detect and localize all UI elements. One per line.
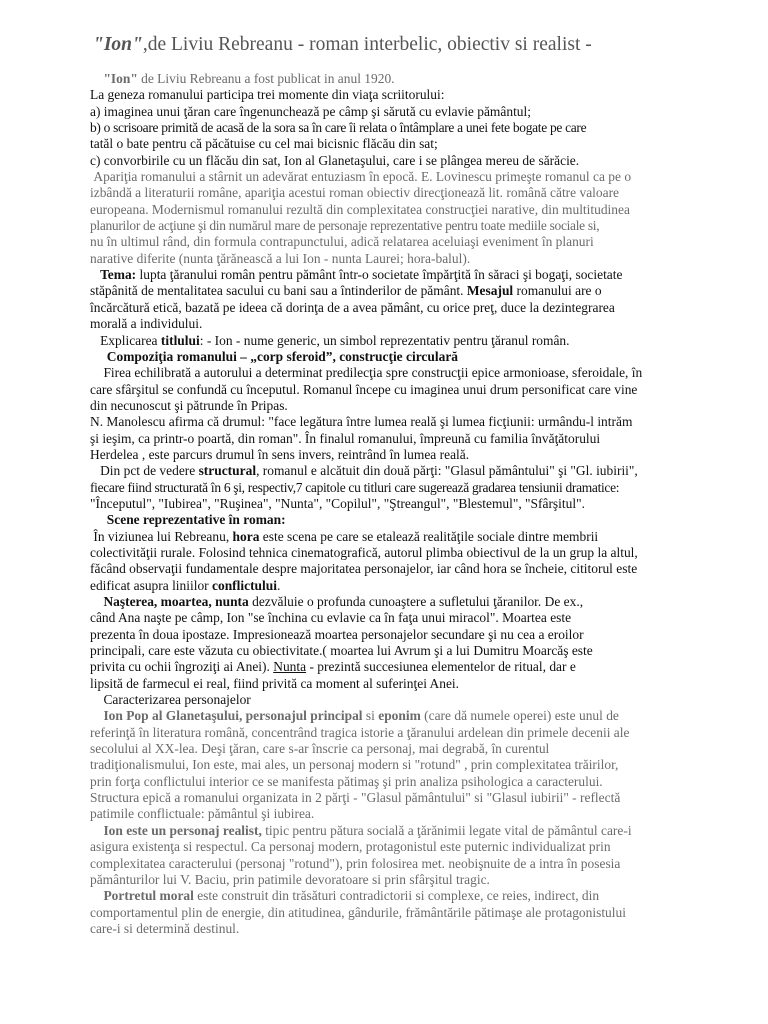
text-line (90, 561, 750, 577)
text-run: colectivităţii rurale. Folosind tehnica cinematografică, autorul plimba obiectivul de la un grup la altul, (90, 544, 638, 560)
text-line (90, 774, 750, 790)
text-line (90, 823, 750, 839)
title-book-name: "Ion" (93, 34, 143, 55)
text-line (90, 87, 750, 103)
text-line (90, 300, 750, 316)
text-run: fiecare fiind structurată în 6 şi, respectiv,7 capitole cu titluri care sugerează gradarea tensiunii dramatice: (90, 479, 620, 495)
text-line (90, 578, 750, 594)
text-line (90, 790, 750, 806)
text-run: morală a individului. (90, 316, 203, 332)
bold-term: eponim (378, 708, 421, 724)
text-run: este scena pe care se etalează realităţile sociale dintre membrii (259, 528, 599, 544)
text-line (90, 659, 750, 675)
text-line (90, 872, 750, 888)
text-run (90, 349, 107, 364)
text-run: b) o scrisoare primită de acasă de la sora sa în care îi relata o întâmplare a unei fete bogate pe care (90, 120, 587, 136)
underlined-term: Nunta (273, 659, 307, 675)
text-line (90, 643, 750, 659)
text-line (90, 610, 750, 626)
text-run (90, 594, 103, 609)
text-line (90, 447, 750, 463)
text-line (90, 251, 750, 267)
text-run: pământurilor lui V. Baciu, prin patimile devoratoare si prin sfârşitul tragic. (90, 871, 490, 887)
bold-term: hora (232, 528, 260, 544)
text-run: La geneza romanului participa trei momente din viaţa scriitorului: (90, 87, 445, 103)
text-run: Din pct de vedere (90, 463, 199, 479)
text-line (90, 218, 750, 234)
text-run: de Liviu Rebreanu a fost publicat in anul 1920. (137, 71, 395, 86)
text-line (90, 153, 750, 169)
text-line (90, 921, 750, 937)
text-run: principali, care este văzuta cu obiectivitate.( moartea lui Avrum şi a lui Dumitru Moarcăş este (90, 643, 593, 659)
text-run (90, 512, 107, 527)
text-run: europeana. Modernismul romanului rezultă din complexitatea construcţiei narative, din multitudinea (90, 201, 630, 217)
text-run: dezvăluie o profunda cunoaştere a sufletului ţăranilor. De ex., (248, 594, 584, 609)
text-run: prezenta în doua ipostaze. Impresionează moartea personajelor secundare şi nu cea a eroilor (90, 626, 584, 642)
text-line (90, 512, 750, 528)
text-line (90, 202, 750, 218)
text-run: si (362, 708, 379, 724)
text-line (90, 806, 750, 822)
text-line (90, 594, 750, 610)
bold-term: "Ion" (103, 71, 138, 86)
text-run: este construit din trăsături contradictorii si complexe, ce reies, indirect, din (193, 888, 600, 904)
text-run: "Începutul", "Iubirea", "Ruşinea", "Nunta", "Copilul", "Ştreangul", "Blestemul", "Sfârşitul". (90, 495, 585, 511)
bold-term: Tema: (100, 267, 137, 283)
text-run: Explicarea (90, 332, 161, 348)
text-run: stăpânită de mentalitatea sacului cu bani sau a întinderilor de pământ. (90, 283, 467, 299)
text-run: (care dă numele operei) este unul de (420, 708, 619, 724)
text-run: referinţă în literatura română, concentrând tragica istorie a ţăranului ardelean din primele decenii ale (90, 724, 630, 740)
text-line (90, 333, 750, 349)
text-line (90, 725, 750, 741)
text-run: Firea echilibrată a autorului a determinat predilecţia spre construcţii epice armonioase, sferoidale, în (90, 365, 643, 381)
text-run: edificat asupra liniilor (90, 577, 213, 593)
text-run: lupta ţăranului român pentru pământ într-o societate împărţită în săraci şi bogaţi, societate (136, 267, 623, 283)
text-run: . (276, 577, 281, 593)
title-author: ,de Liviu Rebreanu (142, 34, 293, 55)
text-run: încărcătură etică, bazată pe ideea că dorinţa de a avea pământ, cu orice preţ, duce la dezintegrarea (90, 299, 615, 315)
text-line (90, 382, 750, 398)
text-run: : - Ion - nume generic, un simbol reprezentativ pentru ţăranul român. (199, 332, 570, 348)
text-line (90, 185, 750, 201)
text-line (90, 676, 750, 692)
text-line (90, 708, 750, 724)
bold-term: Ion este un personaj realist, (103, 822, 262, 838)
text-run: tatăl o bate pentru că păcătuise cu cel mai bicisnic flăcău din sat; (90, 136, 438, 152)
text-run (90, 71, 103, 86)
text-run: din necunoscut şi pătrunde în Pripas. (90, 397, 288, 413)
text-line (90, 496, 750, 512)
text-line (90, 398, 750, 414)
text-line (90, 120, 750, 136)
text-run: tipic pentru pătura socială a ţărănimii legate vital de pământul care-i (261, 822, 632, 838)
text-run: complexitatea caracterului (personaj "rotund"), prin folosirea met. neobişnuite de a intra în posesia (90, 855, 621, 871)
text-line (90, 627, 750, 643)
text-line (90, 136, 750, 152)
bold-term: conflictului (212, 577, 277, 593)
text-run: izbândă a literaturii române, apariţia acestui roman obiectiv direcţionează lit. română către valoare (90, 185, 620, 201)
text-line (90, 234, 750, 250)
text-run: făcând observaţii fundamentale despre majoritatea personajelor, iar când hora se încheie, cititorul este (90, 561, 638, 577)
text-run: care-i si determină destinul. (90, 920, 240, 936)
text-line (90, 104, 750, 120)
text-line (90, 839, 750, 855)
text-run (90, 708, 103, 723)
text-line (90, 905, 750, 921)
text-line (90, 692, 750, 708)
bold-term: titlului (160, 332, 200, 348)
bold-term: Compoziţia romanului – „corp sferoid”, construcţie circulară (106, 348, 459, 364)
text-run: Apariţia romanului a stârnit un adevărat entuziasm în epocă. E. Lovinescu primeşte romanul ca pe o (90, 169, 632, 185)
text-line (90, 888, 750, 904)
text-run: c) convorbirile cu un flăcău din sat, Ion al Glanetaşului, care i se plângea mereu de sărăcie. (90, 152, 580, 168)
text-line (90, 545, 750, 561)
text-run (90, 267, 100, 282)
text-run: narative diferite (nunta ţărănească a lui Ion - nunta Laurei; hora-balul). (90, 250, 471, 266)
text-run: , romanul e alcătuit din două părţi: "Glasul pământului" şi "Gl. iubirii", (256, 463, 638, 479)
text-run: Herdelea , este parcurs drumul în sens invers, reintrând în lumea reală. (90, 446, 470, 462)
bold-term: Portretul moral (103, 888, 194, 904)
text-run: nu în ultimul rând, din formula contrapunctului, adică relatarea aceluiaşi eveniment în planuri (90, 234, 594, 250)
text-line (90, 365, 750, 381)
text-line (90, 267, 750, 283)
text-run: - prezintă succesiunea elementelor de ritual, dar e (306, 659, 576, 675)
text-run: prin forţa conflictului interior ce se manifesta pătimaş şi prin analiza psihologica a caracterului. (90, 773, 603, 789)
text-run (90, 823, 103, 838)
text-line (90, 529, 750, 545)
text-run: romanului are o (513, 283, 602, 299)
text-run: privita cu ochii îngroziţi ai Anei). (90, 659, 274, 675)
text-run: şi ieşim, ca printr-o poartă, din roman". În finalul romanului, împreună cu familia învăţătorului (90, 430, 601, 446)
document-title (93, 34, 592, 56)
text-run: planurilor de acţiune şi din numărul mare de personaje reprezentative pentru toate mediile sociale si, (90, 218, 600, 234)
text-line (90, 316, 750, 332)
document-body (90, 71, 750, 937)
text-run: Caracterizarea personajelor (90, 692, 251, 708)
text-line (90, 757, 750, 773)
text-run: comportamentul plin de energie, din atitudinea, gândurile, frământările pătimaşe ale protagonistului (90, 904, 626, 920)
title-subtitle: - roman interbelic, obiectiv si realist - (292, 34, 592, 55)
text-line (90, 414, 750, 430)
text-run: asigura existenţa si respectul. Ca personaj modern, protagonistul este puternic individualizat prin (90, 839, 611, 855)
text-run (90, 888, 103, 903)
text-run: a) imaginea unui ţăran care îngenunchează pe câmp şi sărută cu evlavie pământul; (90, 103, 531, 119)
text-run: Structura epică a romanului organizata in 2 părţi - "Glasul pământului" si "Glasul iubirii" - reflectă (90, 790, 621, 806)
text-run: care sfârşitul se confundă cu începutul. Romanul începe cu imaginea unui drum personificat care vine (90, 381, 638, 397)
text-line (90, 480, 750, 496)
bold-term: Ion Pop al Glanetaşului, personajul principal (103, 708, 363, 724)
text-run: secolului al XX-lea. Deşi ţăran, care s-ar înscrie ca personaj, mai degrabă, în curentul (90, 741, 550, 757)
text-run: În viziunea lui Rebreanu, (90, 528, 233, 544)
text-line (90, 283, 750, 299)
text-line (90, 741, 750, 757)
text-line (90, 431, 750, 447)
text-line (90, 463, 750, 479)
bold-term: structural (198, 463, 257, 479)
text-line (90, 856, 750, 872)
text-line (90, 71, 750, 87)
text-run: N. Manolescu afirma că drumul: "face legătura între lumea reală şi lumea ficţiunii: urmându-l intrăm (90, 414, 633, 430)
text-run: tradiţionalismului, Ion este, mai ales, un personaj modern si "rotund" , prin complexitatea trăirilor, (90, 757, 619, 773)
text-run: patimile conflictuale: pământul şi iubirea. (90, 806, 315, 822)
text-run: când Ana naşte pe câmp, Ion "se închina cu evlavie ca în faţa unui miracol". Moartea este (90, 610, 572, 626)
bold-term: Scene reprezentative în roman: (106, 512, 286, 528)
bold-term: Naşterea, moartea, nunta (103, 594, 249, 609)
text-line (90, 349, 750, 365)
bold-term: Mesajul (466, 283, 514, 299)
text-line (90, 169, 750, 185)
text-run: lipsită de farmecul ei real, fiind privită ca moment al suferinţei Anei. (90, 675, 460, 691)
